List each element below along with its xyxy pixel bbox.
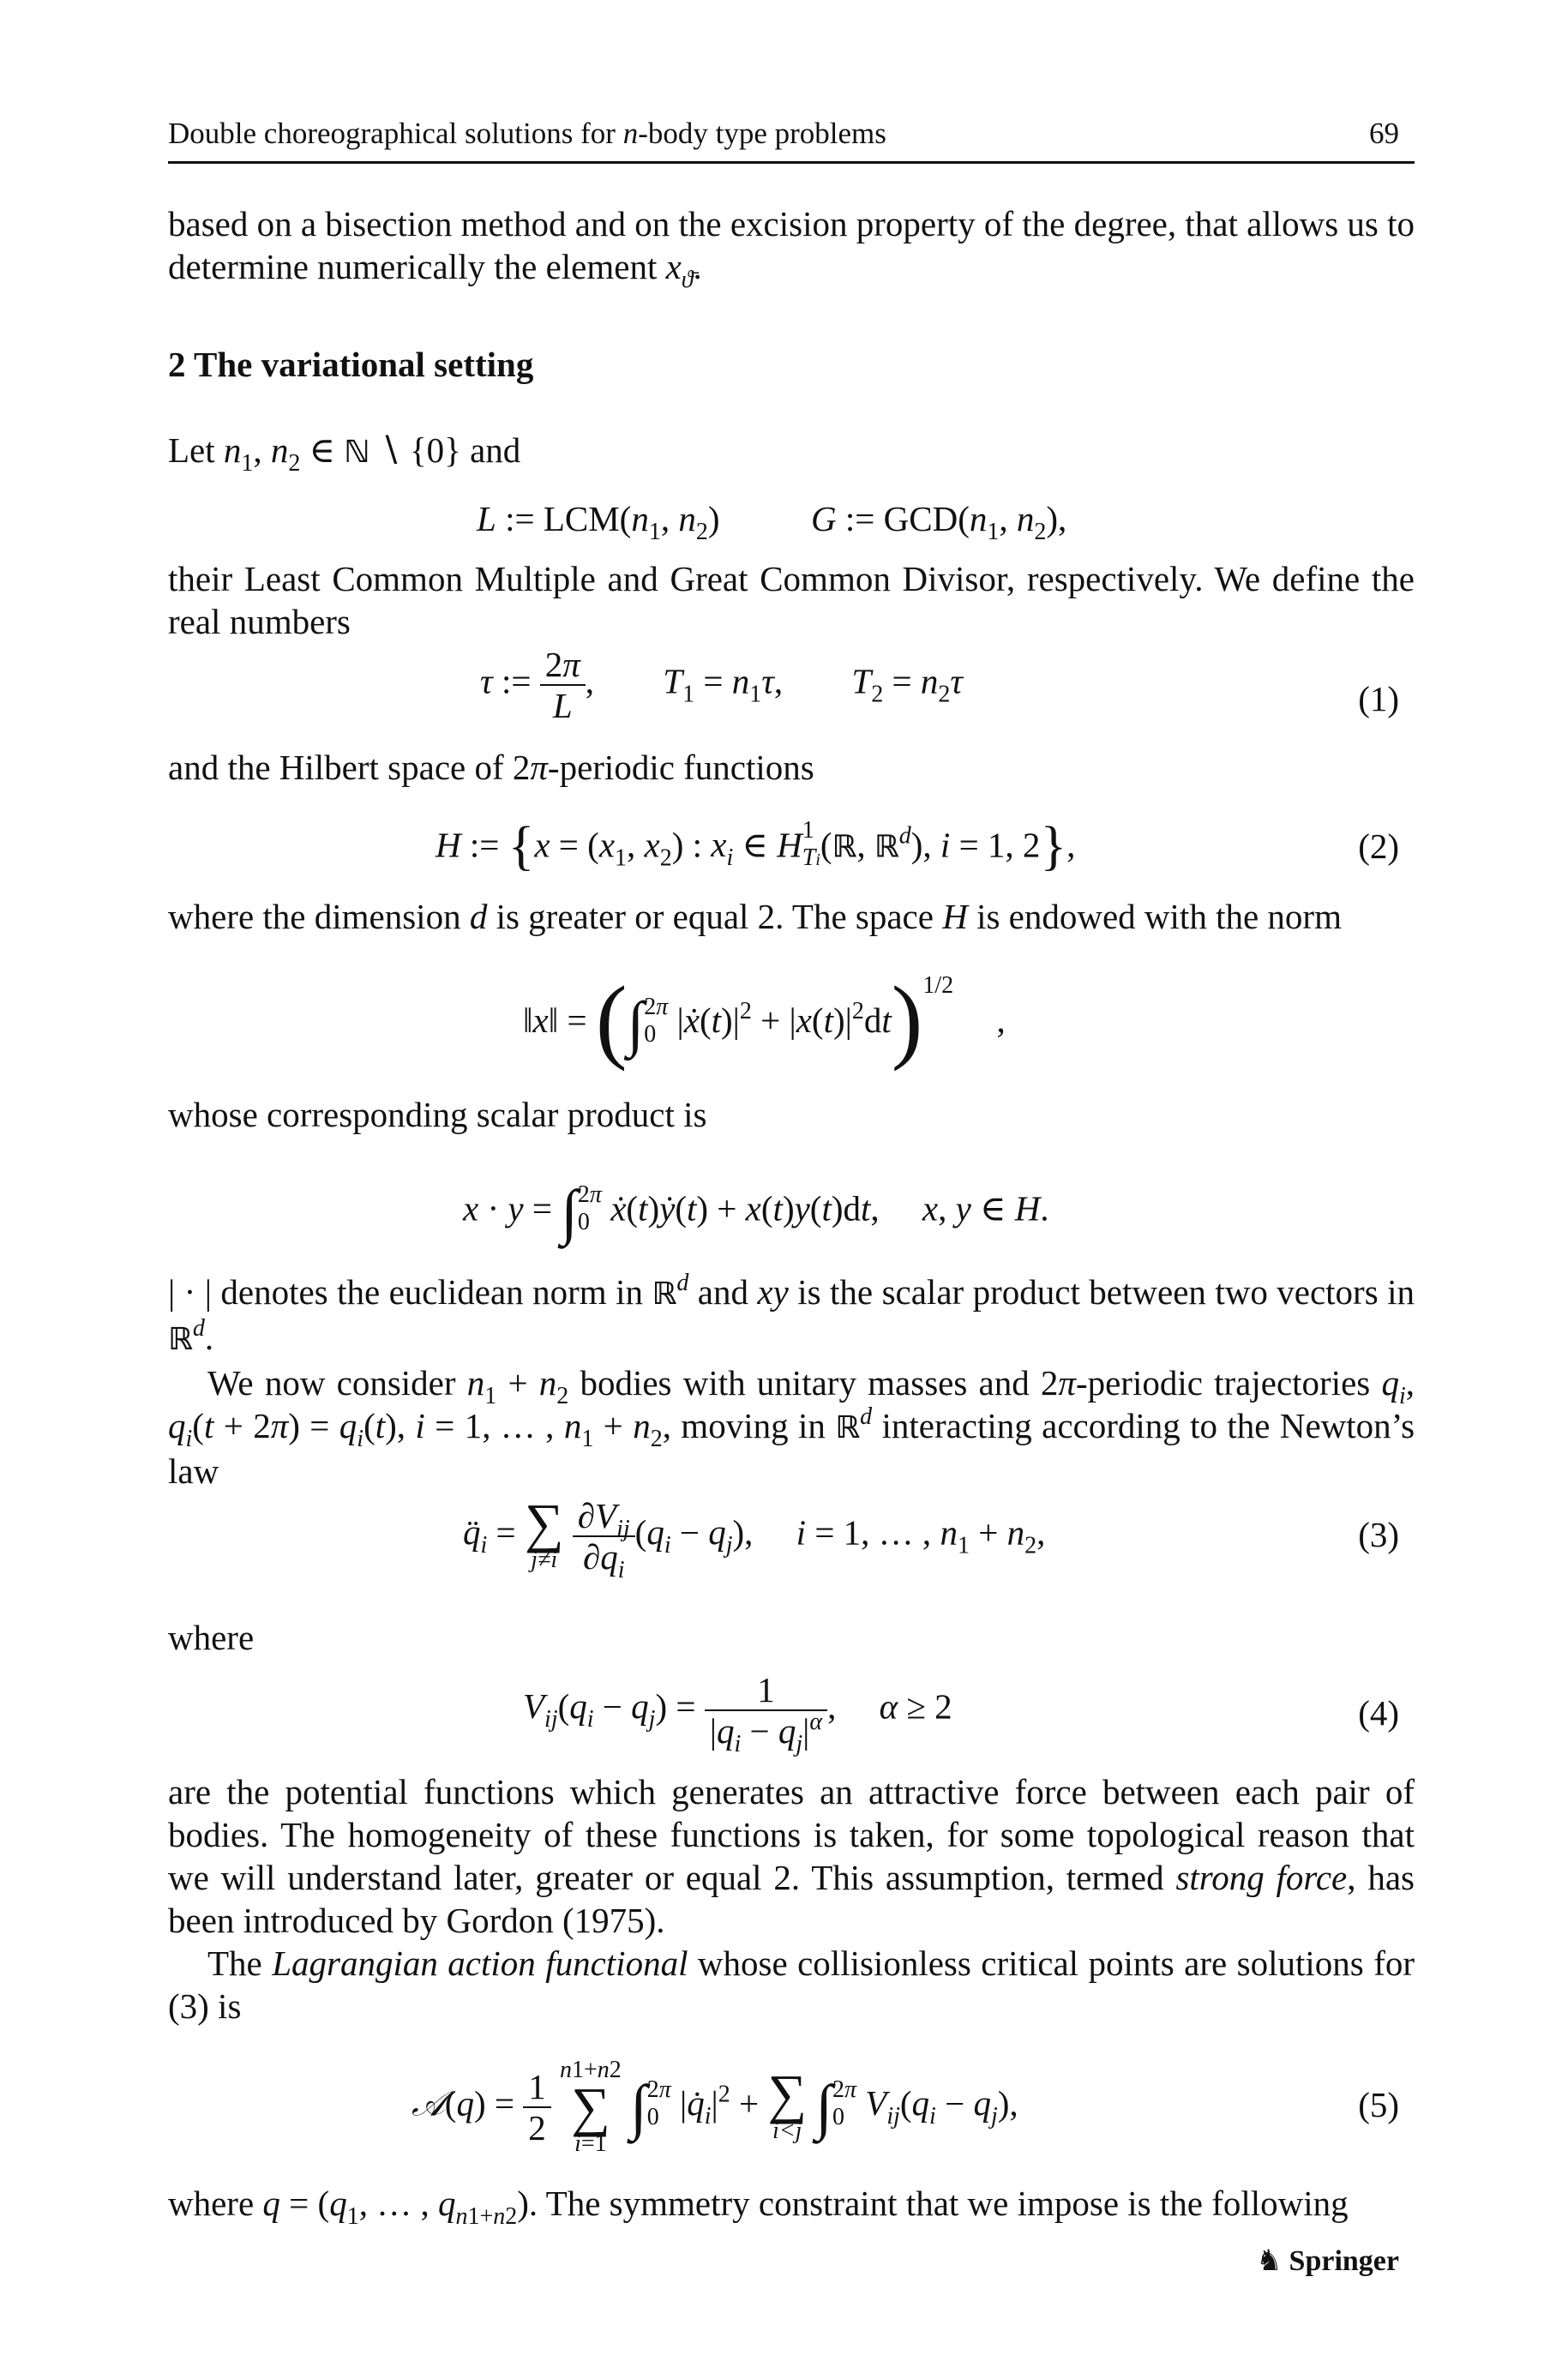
equation-4: $V_{ij}(q_i - q_j)$ = $\frac{1}{|q_i - q_j|^\alpha}$ , α ≥ 2	[523, 1670, 952, 1757]
equation-3: $q̈_i$ = ∑ j≠i $\frac{\partial V_{ij}}{\partial q_i}$ $(q_i - q_j)$, i = 1, … , $n_1 + n_2$,	[463, 1493, 1046, 1583]
equation-number-1: (1)	[1358, 679, 1399, 718]
section-title: 2 The variational setting	[168, 345, 534, 384]
paragraph-norm-note: | · | denotes the euclidean norm in ℝ$^d$ and xy is the scalar product between two vectors in ℝ$^d$. We now consider $n_1 + n_2$ bodies with unitary masses and 2π-periodic trajectories $q_i$, $q_i(t + 2\pi) = q_i(t)$, i = 1, … , $n_1 + n_2$, moving in ℝ$^d$ interacting according to the Newton’s law	[168, 1270, 1415, 1491]
equation-scalar-product: x · y = ∫2π 0 ẋ(t)ẏ(t) + x(t)y(t)dt, x, y ∈ H.	[463, 1177, 1049, 1247]
springer-horse-icon: ♞	[1256, 2244, 1283, 2278]
equation-1: τ := $\frac{2\pi}{L}$ , $T_1 = n_1\tau$, $T_2 = n_2\tau$	[480, 645, 963, 725]
paragraph-let: Let $n_1$, $n_2$ ∈ ℕ ∖ {0} and	[168, 430, 521, 477]
paragraph-potential: are the potential functions which generates an attractive force between each pair of bodies. The homogeneity of these functions is taken, for some topological reason that we will understand later, greater or equal 2. This assumption, termed strong force, has been introduced by Gordon (1975). The Lagrangian action functional whose collisionless critical points are solutions for (3) is	[168, 1772, 1415, 2026]
equation-number-3: (3)	[1358, 1515, 1399, 1554]
equation-number-5: (5)	[1358, 2085, 1399, 2124]
header-rule	[168, 161, 1415, 164]
equation-norm: ‖x‖ = (∫2π 0 $|ẋ(t)|^2 + |x(t)|^2dt)^{1/2}$ ,	[523, 967, 1006, 1072]
equation-number-2: (2)	[1358, 826, 1399, 866]
paragraph-intro: based on a bisection method and on the excision property of the degree, that allows us to determine numerically the element $x_{ϑ̄}$.	[168, 204, 1415, 293]
running-header-title: Double choreographical solutions for n-body type problems	[168, 117, 886, 150]
page-number: 69	[1369, 117, 1399, 150]
springer-logo: ♞ Springer	[1256, 2244, 1399, 2278]
paragraph-symmetry: where $q = (q_1$, … , $q_{n1+n2}$). The symmetry constraint that we impose is the following	[168, 2184, 1349, 2230]
paragraph-scalar: whose corresponding scalar product is	[168, 1095, 707, 1134]
paragraph-dimension: where the dimension d is greater or equal 2. The space H is endowed with the norm	[168, 897, 1342, 936]
where-word: where	[168, 1618, 255, 1657]
paragraph-lcm: their Least Common Multiple and Great Common Divisor, respectively. We define the real numbers	[168, 559, 1415, 641]
equation-2: H := {$x = (x_1$, $x_2$) : $x_i$ ∈ H1 Ti(ℝ, ℝ$^d$), i = 1, 2},	[436, 814, 1076, 876]
equation-5: 𝒜(q) = $\frac{1}{2}$ n1+n2 ∑ i=1 ∫2π 0 $|q̇_i|^2$ + ∑ i<j ∫2π 0 $V_{ij}(q_i - q_j)$,	[412, 2057, 1018, 2157]
paragraph-hilbert: and the Hilbert space of 2π-periodic functions	[168, 748, 814, 787]
equation-gcd: G := $GCD(n_1$, $n_2$),	[811, 499, 1067, 545]
equation-number-4: (4)	[1358, 1693, 1399, 1733]
equation-lcm: L := $LCM(n_1$, $n_2$)	[477, 499, 720, 545]
